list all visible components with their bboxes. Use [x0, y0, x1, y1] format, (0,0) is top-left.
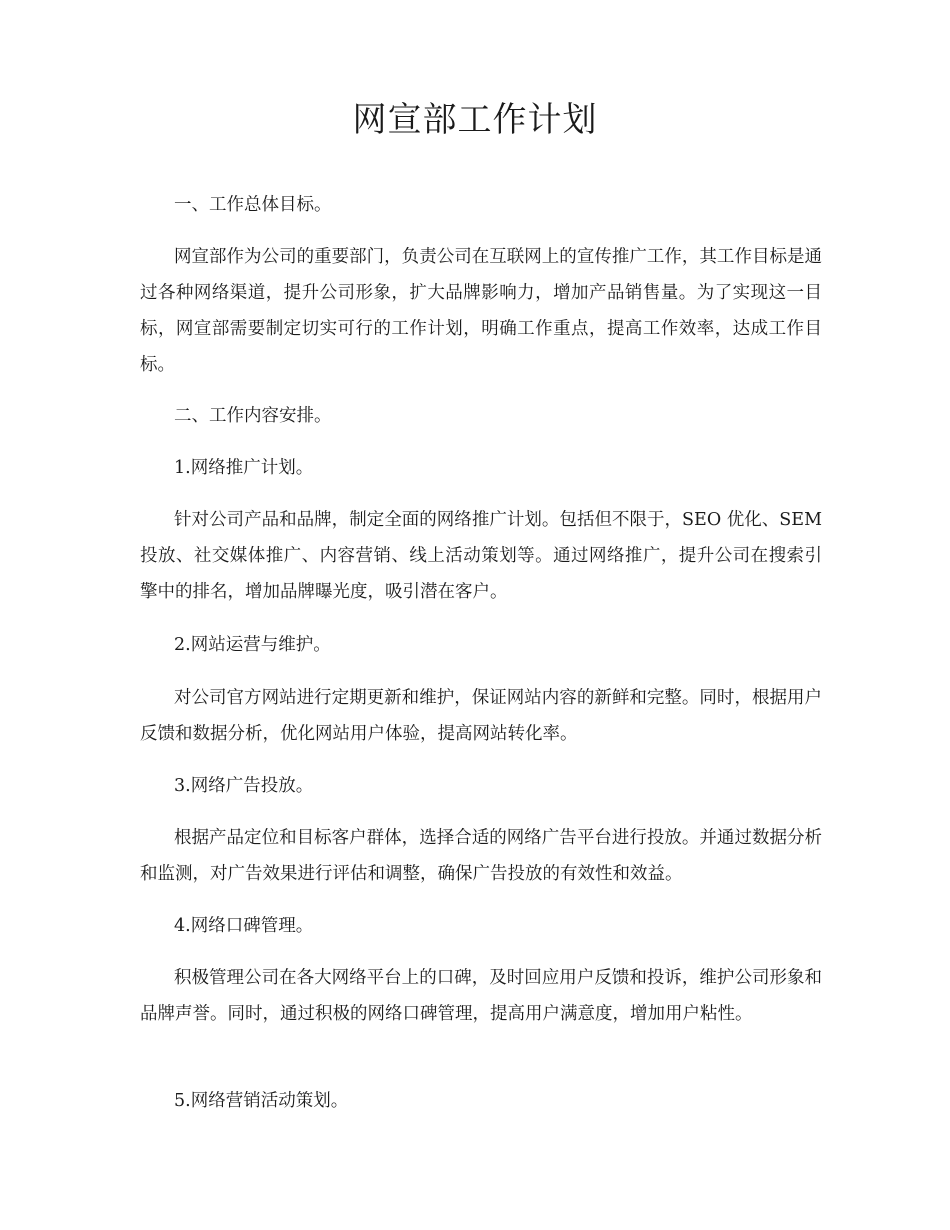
document-title: 网宣部工作计划	[352, 100, 598, 140]
subheading-reputation: 4.网络口碑管理。	[174, 916, 314, 936]
subheading-advertising: 3.网络广告投放。	[174, 776, 314, 796]
paragraph-promotion: 针对公司产品和品牌，制定全面的网络推广计划。包括但不限于，SEO 优化、SEM 投放、社交媒体推广、内容营销、线上活动策划等。通过网络推广，提升公司在搜索引擎中的排名，增加品牌曝光度，吸引潜在客户。	[140, 510, 822, 602]
subheading-promotion: 1.网络推广计划。	[174, 458, 314, 478]
section-heading-goal: 一、工作总体目标。	[174, 195, 332, 215]
subheading-website: 2.网站运营与维护。	[174, 635, 331, 655]
paragraph-goal: 网宣部作为公司的重要部门，负责公司在互联网上的宣传推广工作，其工作目标是通过各种网络渠道，提升公司形象，扩大品牌影响力，增加产品销售量。为了实现这一目标，网宣部需要制定切实可行的工作计划，明确工作重点，提高工作效率，达成工作目标。	[140, 247, 822, 375]
paragraph-website: 对公司官方网站进行定期更新和维护，保证网站内容的新鲜和完整。同时，根据用户反馈和数据分析，优化网站用户体验，提高网站转化率。	[140, 688, 822, 744]
paragraph-advertising: 根据产品定位和目标客户群体，选择合适的网络广告平台进行投放。并通过数据分析和监测，对广告效果进行评估和调整，确保广告投放的有效性和效益。	[140, 828, 822, 884]
section-heading-content: 二、工作内容安排。	[174, 406, 332, 426]
subheading-marketing: 5.网络营销活动策划。	[174, 1091, 349, 1111]
paragraph-reputation: 积极管理公司在各大网络平台上的口碑，及时回应用户反馈和投诉，维护公司形象和品牌声誉。同时，通过积极的网络口碑管理，提高用户满意度，增加用户粘性。	[140, 968, 822, 1024]
